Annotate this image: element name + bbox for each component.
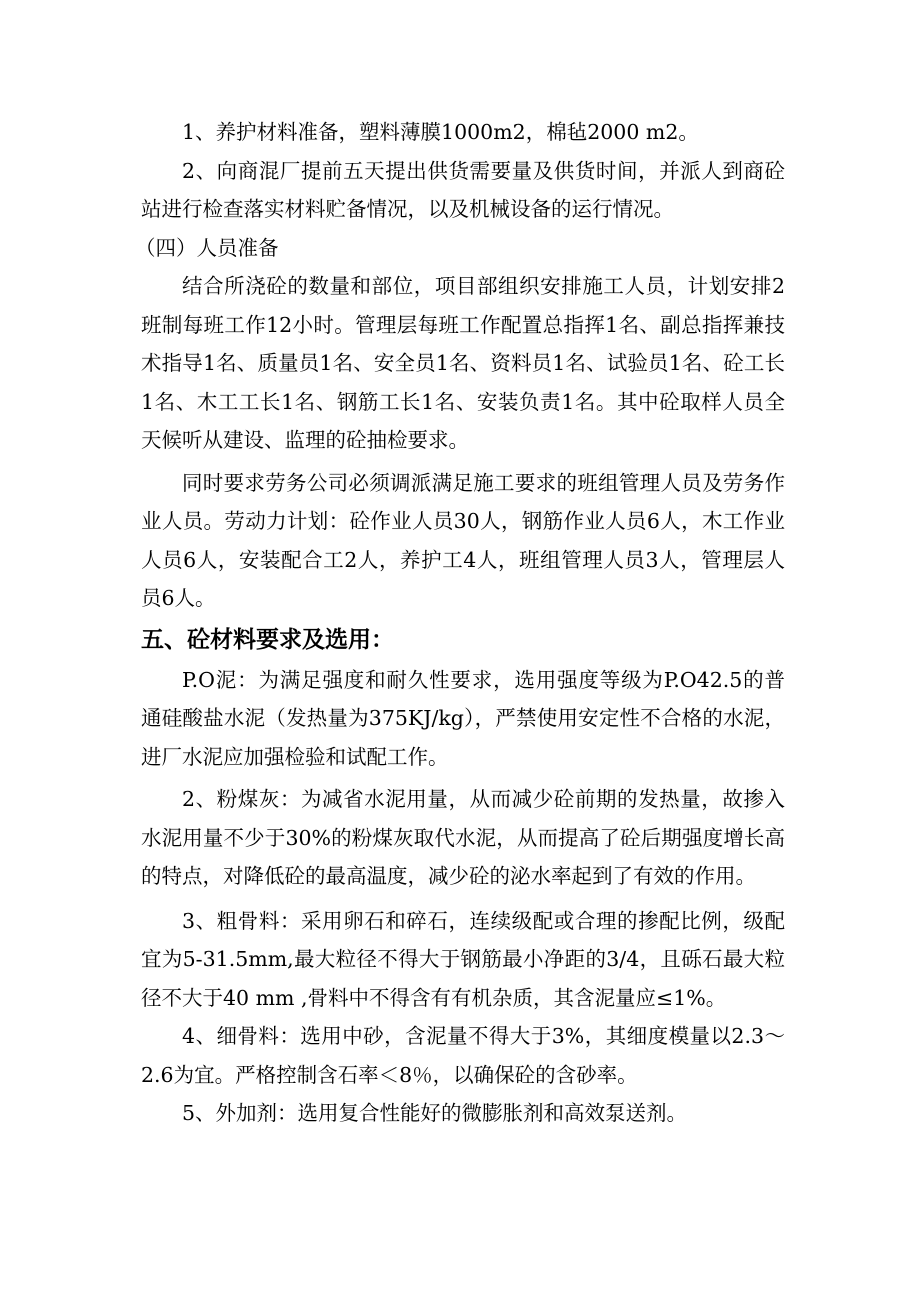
subheading-personnel-preparation: （四）人员准备 (135, 235, 279, 260)
paragraph-fly-ash: 2、粉煤灰：为减省水泥用量，从而减少砼前期的发热量，故掺入水泥用量不少于30%的粉煤灰取代水泥，从而提高了砼后期强度增长高的特点，对降低砼的最高温度，减少砼的泌水率起到了有效的作用。 (141, 787, 785, 888)
paragraph-coarse-aggregate: 3、粗骨料：采用卵石和碎石，连续级配或合理的掺配比例，级配宜为5-31.5mm,最大粒径不得大于钢筋最小净距的3/4，且砾石最大粒径不大于40 mm ,骨料中不得含有有机杂质，其含泥量应≤1%。 (141, 908, 785, 1010)
paragraph-cement: P.O泥：为满足强度和耐久性要求，选用强度等级为P.O42.5的普通硅酸盐水泥（发热量为375KJ/kg），严禁使用安定性不合格的水泥，进厂水泥应加强检验和试配工作。 (141, 667, 785, 769)
section-heading-materials: 五、砼材料要求及选用： (141, 626, 394, 653)
paragraph-admixture: 5、外加剂：选用复合性能好的微膨胀剂和高效泵送剂。 (182, 1101, 688, 1125)
paragraph-supplier-request: 2、向商混厂提前五天提出供货需要量及供货时间，并派人到商砼站进行检查落实材料贮备情况，以及机械设备的运行情况。 (141, 158, 785, 221)
paragraph-staff-arrangement: 结合所浇砼的数量和部位，项目部组织安排施工人员，计划安排2班制每班工作12小时。管理层每班工作配置总指挥1名、副总指挥兼技术指导1名、质量员1名、安全员1名、资料员1名、试验员1名、砼工长1名、木工工长1名、钢筋工长1名、安装负责1名。其中砼取样人员全天候听从建设、监理的砼抽检要求。 (141, 274, 785, 452)
paragraph-curing-materials: 1、养护材料准备，塑料薄膜1000m2，棉毡2000 m2。 (182, 120, 699, 144)
document-body (135, 113, 785, 1133)
paragraph-labor-plan: 同时要求劳务公司必须调派满足施工要求的班组管理人员及劳务作业人员。劳动力计划：砼作业人员30人，钢筋作业人员6人，木工作业人员6人，安装配合工2人，养护工4人，班组管理人员3人，管理层人员6人。 (141, 470, 785, 610)
paragraph-fine-aggregate: 4、细骨料：选用中砂，含泥量不得大于3%，其细度模量以2.3～2.6为宜。严格控制含石率＜8％，以确保砼的含砂率。 (141, 1024, 785, 1087)
